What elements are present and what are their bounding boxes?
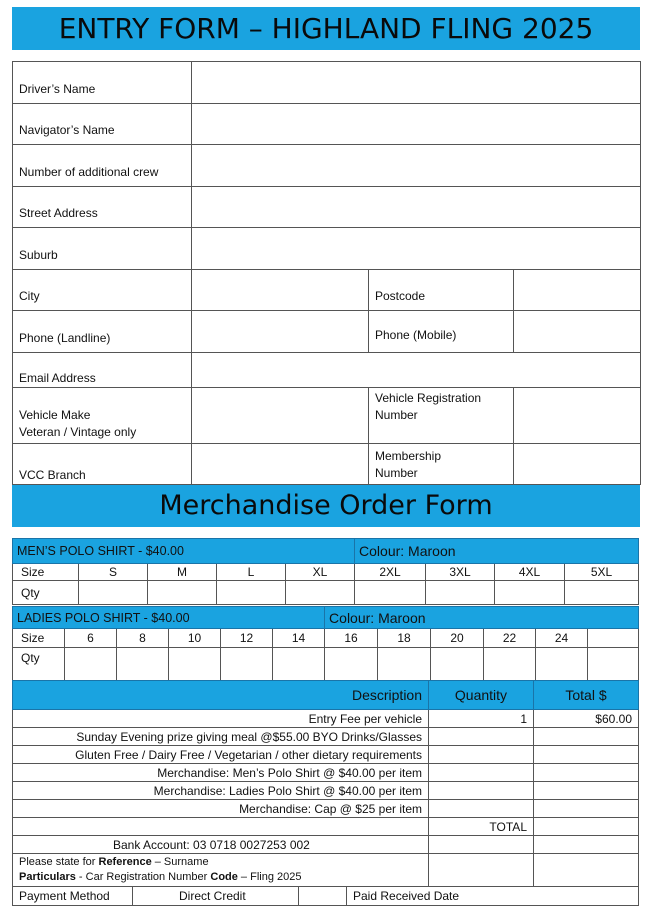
mens-polo-table bbox=[12, 538, 639, 605]
total-value[interactable] bbox=[534, 818, 639, 836]
ladies-size-12: 12 bbox=[221, 629, 273, 648]
cap-qty[interactable] bbox=[429, 800, 534, 818]
dietary-qty[interactable] bbox=[429, 746, 534, 764]
instructions-spacer-1 bbox=[429, 854, 534, 887]
ladies-polo-title: LADIES POLO SHIRT - $40.00 bbox=[13, 607, 325, 629]
fees-table bbox=[12, 680, 639, 887]
membership-number-field[interactable] bbox=[514, 444, 641, 485]
mens-size-2xl: 2XL bbox=[355, 564, 426, 581]
ladies-qty-14[interactable] bbox=[273, 648, 325, 681]
entry-fee-total: $60.00 bbox=[534, 710, 639, 728]
mens-size-label: Size bbox=[13, 564, 79, 581]
street-address-label: Street Address bbox=[13, 187, 192, 228]
ladies-shirt-qty[interactable] bbox=[429, 782, 534, 800]
mens-polo-colour: Colour: Maroon bbox=[355, 539, 639, 564]
mens-qty-l[interactable] bbox=[217, 581, 286, 605]
additional-crew-field[interactable] bbox=[192, 145, 641, 187]
paid-received-date-label: Paid Received Date bbox=[347, 887, 639, 906]
vehicle-make-line1: Vehicle Make bbox=[19, 408, 91, 422]
mens-qty-4xl[interactable] bbox=[495, 581, 565, 605]
meal-qty[interactable] bbox=[429, 728, 534, 746]
phone-landline-field[interactable] bbox=[192, 311, 369, 353]
entry-fee-qty: 1 bbox=[429, 710, 534, 728]
ladies-size-16: 16 bbox=[325, 629, 378, 648]
vehicle-make-label bbox=[13, 388, 192, 444]
ladies-qty-20[interactable] bbox=[431, 648, 484, 681]
ladies-size-6: 6 bbox=[65, 629, 117, 648]
ladies-size-24: 24 bbox=[536, 629, 588, 648]
mens-polo-title: MEN’S POLO SHIRT - $40.00 bbox=[13, 539, 355, 564]
navigator-name-label: Navigator’s Name bbox=[13, 104, 192, 145]
ladies-size-8: 8 bbox=[117, 629, 169, 648]
vehicle-registration-field[interactable] bbox=[514, 388, 641, 444]
mens-shirt-total[interactable] bbox=[534, 764, 639, 782]
cap-total[interactable] bbox=[534, 800, 639, 818]
ladies-polo-table bbox=[12, 606, 639, 681]
particulars-line: Particulars - Car Registration Number Code – Fling 2025 bbox=[19, 871, 302, 883]
entry-fee-label: Entry Fee per vehicle bbox=[13, 710, 429, 728]
ladies-qty-18[interactable] bbox=[378, 648, 431, 681]
dietary-label: Gluten Free / Dairy Free / Vegetarian / other dietary requirements bbox=[13, 746, 429, 764]
merchandise-title: Merchandise Order Form bbox=[12, 485, 640, 527]
mens-qty-3xl[interactable] bbox=[426, 581, 495, 605]
membership-line1: Membership bbox=[375, 449, 442, 463]
direct-credit-label: Direct Credit bbox=[133, 887, 299, 906]
mens-size-xl: XL bbox=[286, 564, 355, 581]
ladies-shirt-total[interactable] bbox=[534, 782, 639, 800]
suburb-label: Suburb bbox=[13, 228, 192, 270]
mens-size-m: M bbox=[148, 564, 217, 581]
vehicle-registration-line2: Number bbox=[375, 408, 418, 422]
postcode-label: Postcode bbox=[369, 270, 514, 311]
mens-size-s: S bbox=[79, 564, 148, 581]
payment-table bbox=[12, 886, 639, 906]
ladies-size-22: 22 bbox=[484, 629, 536, 648]
postcode-field[interactable] bbox=[514, 270, 641, 311]
city-field[interactable] bbox=[192, 270, 369, 311]
cap-label: Merchandise: Cap @ $25 per item bbox=[13, 800, 429, 818]
vcc-branch-field[interactable] bbox=[192, 444, 369, 485]
payment-method-label: Payment Method bbox=[13, 887, 133, 906]
mens-qty-m[interactable] bbox=[148, 581, 217, 605]
quantity-header: Quantity bbox=[429, 681, 534, 710]
email-label: Email Address bbox=[13, 353, 192, 388]
vehicle-make-line2: Veteran / Vintage only bbox=[19, 425, 137, 439]
ladies-size-extra bbox=[588, 629, 639, 648]
bank-account: Bank Account: 03 0718 0027253 002 bbox=[13, 836, 429, 854]
membership-number-label bbox=[369, 444, 514, 485]
mens-qty-s[interactable] bbox=[79, 581, 148, 605]
mens-qty-2xl[interactable] bbox=[355, 581, 426, 605]
additional-crew-label: Number of additional crew bbox=[13, 145, 192, 187]
ladies-qty-24[interactable] bbox=[536, 648, 588, 681]
vehicle-registration-line1: Vehicle Registration bbox=[375, 391, 482, 405]
ladies-qty-12[interactable] bbox=[221, 648, 273, 681]
total-header: Total $ bbox=[534, 681, 639, 710]
mens-size-5xl: 5XL bbox=[565, 564, 639, 581]
mens-qty-5xl[interactable] bbox=[565, 581, 639, 605]
vcc-branch-label: VCC Branch bbox=[13, 444, 192, 485]
mens-shirt-label: Merchandise: Men’s Polo Shirt @ $40.00 per item bbox=[13, 764, 429, 782]
driver-name-field[interactable] bbox=[192, 62, 641, 104]
ladies-qty-10[interactable] bbox=[169, 648, 221, 681]
phone-landline-label: Phone (Landline) bbox=[13, 311, 192, 353]
city-label: City bbox=[13, 270, 192, 311]
ladies-size-18: 18 bbox=[378, 629, 431, 648]
total-label: TOTAL bbox=[429, 818, 534, 836]
bank-spacer-2 bbox=[534, 836, 639, 854]
ladies-qty-22[interactable] bbox=[484, 648, 536, 681]
ladies-qty-6[interactable] bbox=[65, 648, 117, 681]
description-header: Description bbox=[13, 681, 429, 710]
mens-shirt-qty[interactable] bbox=[429, 764, 534, 782]
mens-qty-label: Qty bbox=[13, 581, 79, 605]
ladies-qty-8[interactable] bbox=[117, 648, 169, 681]
ladies-size-label: Size bbox=[13, 629, 65, 648]
meal-label: Sunday Evening prize giving meal @$55.00 BYO Drinks/Glasses bbox=[13, 728, 429, 746]
mens-size-3xl: 3XL bbox=[426, 564, 495, 581]
mens-size-l: L bbox=[217, 564, 286, 581]
phone-mobile-label: Phone (Mobile) bbox=[369, 311, 514, 353]
payment-checkbox[interactable] bbox=[299, 887, 347, 906]
navigator-name-field[interactable] bbox=[192, 104, 641, 145]
form-title: ENTRY FORM – HIGHLAND FLING 2025 bbox=[12, 7, 640, 50]
driver-name-label: Driver’s Name bbox=[13, 62, 192, 104]
ladies-qty-16[interactable] bbox=[325, 648, 378, 681]
ladies-shirt-label: Merchandise: Ladies Polo Shirt @ $40.00 per item bbox=[13, 782, 429, 800]
email-field[interactable] bbox=[192, 353, 641, 388]
membership-line2: Number bbox=[375, 466, 418, 480]
phone-mobile-field[interactable] bbox=[514, 311, 641, 353]
ladies-qty-extra[interactable] bbox=[588, 648, 639, 681]
instructions-spacer-2 bbox=[534, 854, 639, 887]
ladies-size-20: 20 bbox=[431, 629, 484, 648]
street-address-field[interactable] bbox=[192, 187, 641, 228]
entry-details-table bbox=[12, 61, 641, 485]
ladies-qty-label: Qty bbox=[13, 648, 65, 681]
mens-size-4xl: 4XL bbox=[495, 564, 565, 581]
ladies-size-14: 14 bbox=[273, 629, 325, 648]
ladies-size-10: 10 bbox=[169, 629, 221, 648]
ladies-polo-colour: Colour: Maroon bbox=[325, 607, 639, 629]
dietary-total[interactable] bbox=[534, 746, 639, 764]
bank-spacer-1 bbox=[429, 836, 534, 854]
mens-qty-xl[interactable] bbox=[286, 581, 355, 605]
meal-total[interactable] bbox=[534, 728, 639, 746]
vehicle-registration-label bbox=[369, 388, 514, 444]
vehicle-make-field[interactable] bbox=[192, 388, 369, 444]
suburb-field[interactable] bbox=[192, 228, 641, 270]
payment-instructions bbox=[13, 854, 429, 887]
reference-line: Please state for Reference – Surname bbox=[19, 856, 209, 868]
total-spacer bbox=[13, 818, 429, 836]
